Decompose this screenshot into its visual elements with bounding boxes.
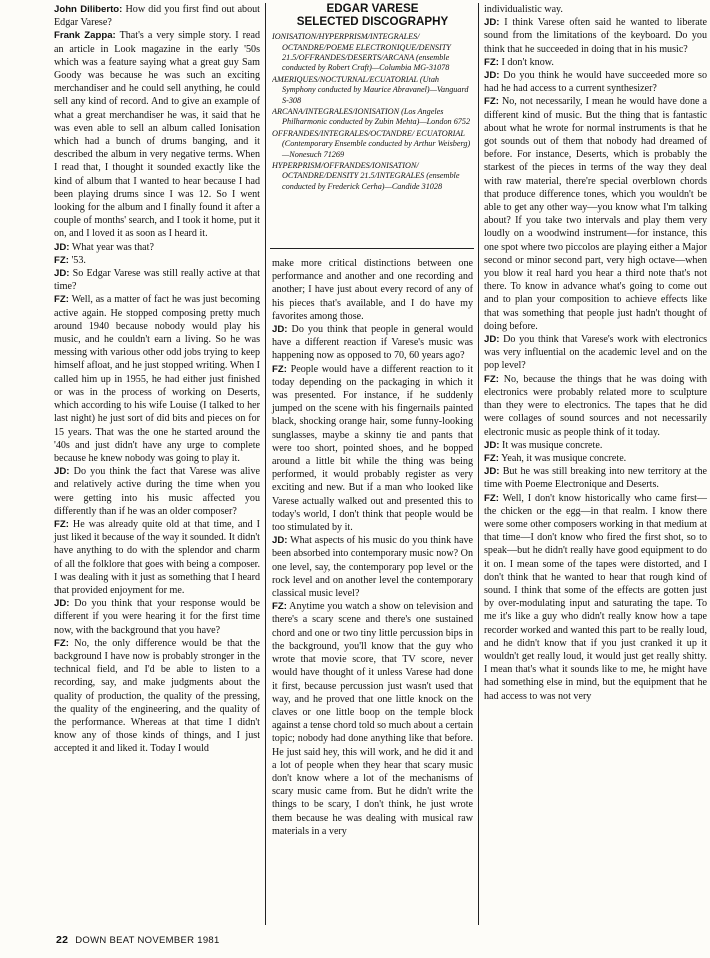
interview-paragraph: [54, 254, 260, 267]
paragraph-text: '53.: [71, 254, 86, 266]
interview-paragraph: [484, 492, 707, 703]
paragraph-text: No, the only difference would be that the background I have now is probably stronger in the technical field, and I'd be able to listen to a recording, say, and make judgments about the quality of production, the quality of the pressing, the quality of the engineering, and the quality of the performance. Whereas at that time I didn't know any of those kinds of things, and I just accepted it and liked it. Today I would: [54, 637, 260, 755]
interview-paragraph: [484, 373, 707, 439]
interview-paragraph: [54, 267, 260, 293]
interview-paragraph: [54, 637, 260, 756]
discography-box: [272, 3, 473, 251]
speaker-label: JD:: [484, 334, 500, 346]
magazine-page: [54, 3, 708, 925]
paragraph-text: But he was still breaking into new territory at the time with Poeme Electronique and Deserts.: [484, 466, 708, 491]
speaker-label: FZ:: [484, 96, 499, 108]
paragraph-text: Do you think that your response would be different if you were hearing it for the first time now, with the background that you have?: [54, 598, 260, 636]
page-footer: [56, 934, 220, 946]
speaker-label: FZ:: [54, 294, 69, 306]
interview-paragraph: [54, 29, 260, 240]
paragraph-text: No, because the things that he was doing with electronics were probably related more to sculpture than they were to electronics. The tapes that he did were collages of sound sources and not necessarily electronic music as people think of it today.: [484, 373, 707, 438]
paragraph-text: Do you think the fact that Varese was alive and relatively active during the time when you were getting into his music affected you differently than if he was an older composer?: [54, 466, 260, 517]
speaker-label: FZ:: [484, 373, 499, 385]
speaker-label: FZ:: [484, 452, 499, 464]
speaker-label: Frank Zappa:: [54, 30, 116, 42]
speaker-label: FZ:: [272, 601, 287, 613]
speaker-label: John Diliberto:: [54, 4, 123, 15]
speaker-label: JD:: [272, 324, 288, 336]
speaker-label: FZ:: [54, 254, 69, 266]
interview-paragraph: [484, 69, 707, 95]
column-rule-right: [478, 3, 479, 925]
discography-list: [272, 32, 473, 192]
paragraph-text: What year was that?: [71, 241, 154, 253]
interview-paragraph: [272, 534, 473, 600]
paragraph-text: No, not necessarily, I mean he would have done a different kind of music. But the thing that is fantastic about what he wrote for normal instruments is that he got sounds out of them that nobody had dreamed of before. For instance, Deserts, which is probably the starkest of the pieces in terms of the way they deal with raw material, there're special overblown chords that produce difference tones, which you wouldn't be able to get any other way—you know what I'm talking about? If you take two intervals and play them very loudly on a woodwind instrument—for instance, this one spot where two piccolos are playing either a Major second or minor second part, very high octave—when you blow it real hard you hear a third note that's not there. To know in advance what's going to come out and to plan your composition to achieve effects like that was something that people just hadn't thought of doing before.: [484, 96, 707, 332]
interview-paragraph: [54, 3, 260, 29]
discography-item: ARCANA/INTEGRALES/IONISATION (Los Angeles Philharmonic conducted by Zubin Mehta)—London 6752: [272, 107, 471, 127]
paragraph-text: It was musique concrete.: [502, 439, 603, 451]
discography-item: HYPERPRISM/OFFRANDES/IONISATION/ OCTANDRE/DENSITY 21.5/INTEGRALES (ensemble conducted by Frederick Cerha)—Candide 31028: [272, 161, 460, 191]
speaker-label: JD:: [54, 241, 70, 253]
interview-paragraph: [272, 600, 473, 838]
paragraph-text: Do you think he would have succeeded more so had he had access to a current synthesizer?: [484, 70, 707, 95]
interview-paragraph: [484, 3, 707, 16]
discography-item: IONISATION/HYPERPRISM/INTEGRALES/ OCTANDRE/POEME ELECTRONIQUE/DENSITY 21.5/OFFRANDES/DESERTS/ARCANA (ensemble conducted by Robert Craft)—Columbia MG-31078: [272, 32, 451, 73]
speaker-label: JD:: [54, 598, 70, 610]
speaker-label: FZ:: [484, 56, 499, 68]
paragraph-text: So Edgar Varese was still really active at that time?: [54, 268, 260, 293]
interview-paragraph: [54, 241, 260, 254]
interview-paragraph: [54, 518, 260, 597]
column-rule-left: [265, 3, 266, 925]
paragraph-text: Do you think that people in general would have a different reaction if Varese's music was happening now as opposed to 70, 60 years ago?: [272, 324, 473, 362]
interview-paragraph: [54, 465, 260, 518]
speaker-label: FZ:: [54, 518, 69, 530]
speaker-label: FZ:: [272, 363, 287, 375]
discography-item: AMERIQUES/NOCTURNAL/ECUATORIAL (Utah Symphony conducted by Maurice Abravanel)—Vanguard S-308: [272, 74, 469, 105]
interview-paragraph: [484, 452, 707, 465]
speaker-label: JD:: [484, 70, 500, 82]
left-column: [54, 3, 260, 756]
paragraph-text: Yeah, it was musique concrete.: [501, 452, 627, 464]
paragraph-text: I think Varese often said he wanted to liberate sound from the limitations of the keyboard. Do you think that he succeeded in doing that in his music?: [484, 17, 707, 55]
interview-paragraph: [272, 323, 473, 363]
speaker-label: JD:: [272, 535, 288, 547]
speaker-label: JD:: [484, 466, 500, 478]
paragraph-text: He was already quite old at that time, and I just liked it because of the way it sounded. It didn't have anything to do with the splendor and charm of all the folklore that goes with being a composer. I was dealing with it just as something that I heard that provided enjoyment for me.: [54, 518, 260, 596]
speaker-label: JD:: [484, 17, 500, 29]
paragraph-text: How did you first find out about Edgar Varese?: [54, 4, 260, 29]
speaker-label: JD:: [484, 439, 500, 451]
interview-paragraph: [484, 95, 707, 333]
discography-item: OFFRANDES/INTEGRALES/OCTANDRE/ ECUATORIAL (Contemporary Ensemble conducted by Arthur Weisberg)—Nonesuch 71269: [272, 128, 471, 159]
paragraph-text: What aspects of his music do you think have been absorbed into contemporary music now? On one level, say, the contemporary pop level or the rock level and on another level the contemporary classical music level?: [272, 535, 473, 600]
paragraph-text: People would have a different reaction to it today depending on the packaging in which it was presented. For instance, if he suddenly jumped on the scene with his fingernails painted black, shocking orange hair, some funny-looking sunglasses, maybe a skinny tie and pants that were too short, pointed shoes, and he bopped around a little bit while the thing was being performed, it would probably register as very exciting and new. But if a man who looked like Varese actually walked out and presented this to today's world, I don't think that people would be too stimulated by it.: [272, 363, 473, 534]
interview-paragraph: [54, 293, 260, 465]
speaker-label: FZ:: [54, 637, 69, 649]
speaker-label: JD:: [54, 466, 70, 478]
interview-paragraph: [484, 439, 707, 452]
paragraph-text: individualistic way.: [484, 4, 563, 15]
paragraph-text: Do you think that Varese's work with electronics was very influential on the academic level and on the pop level?: [484, 334, 707, 372]
interview-paragraph: [272, 363, 473, 535]
discography-title-line1: EDGAR VARESE: [326, 3, 419, 15]
paragraph-text: I don't know.: [501, 56, 554, 68]
paragraph-text: Anytime you watch a show on television and there's a scary scene and there's one sustained chord and one or two tiny little percussion bips in the background, you'll know that the guy who wrote that movie score, that TV score, never would have thought of it unless Varese had done it first, because percussion just wasn't used that way, and he proved that one little knock on the claves or one little boop on the temple block against a tense chord told so much about a certain topic; nobody had done anything like that before. He just said hey, this will work, and he did it and a lot of people when they hear that scary music don't know where a lot of the mechanisms of scary music came from. But he didn't write the things to be scary, I don't think, he just wrote them because he was dealing with musical raw materials in a very: [272, 601, 474, 837]
publication-line: DOWN BEAT NOVEMBER 1981: [75, 935, 220, 946]
interview-paragraph: [54, 597, 260, 637]
right-column: [484, 3, 707, 703]
paragraph-text: Well, I don't know historically who came first—the chicken or the egg—in that realm. I know there were some other composers working in that medium at that time—I don't know who fired the first shot, so to speak—but he didn't really have good equipment to do it on. I mean some of the tapes were distorted, and I don't think that he wanted to hear that rough kind of sound. I think that some of the effects are gotten just by over-modulating input and saturating the tape. To me it's like a guy who didn't really know how a tape recorder worked and wanted this part to be really loud, and he didn't know that if you just cranked it up it wouldn't get really loud, it would just get really shitty. I mean that's what it sounds like to me, he might have had something else in mind, but the equipment that he had access to was not very: [484, 492, 707, 702]
speaker-label: FZ:: [484, 492, 499, 504]
paragraph-text: make more critical distinctions between one performance and another and one recording and another; I have just about every record of any of his pieces that's available, and I do have my favorites among those.: [272, 258, 473, 322]
speaker-label: JD:: [54, 268, 70, 280]
middle-column-wrapper: [272, 3, 473, 838]
paragraph-text: That's a very simple story. I read an article in Look magazine in the early '50s which was a feature saying what a great guy Sam Goody was because he was such an exciting merchandiser and he could sell anything, he could sell any kind of record. And to give an example of what a great merchandiser he was, it said that he was even able to sell an album called Ionisation which had a bunch of drums banging, and it described the album in very negative terms. When I read that, I thought it sounded exactly like the kind of album that I wanted to hear because I had been playing drums since I was 12. So I went looking for the album and I finally found it after a couple of months' search, and I took it home, put it on, and I loved it as soon as I heard it.: [54, 30, 261, 240]
middle-column: [272, 257, 473, 838]
interview-paragraph: [484, 333, 707, 373]
interview-paragraph: [484, 56, 707, 69]
interview-paragraph: [272, 257, 473, 323]
interview-paragraph: [484, 16, 707, 56]
page-number: 22: [56, 934, 69, 946]
discography-title-line2: SELECTED DISCOGRAPHY: [296, 14, 449, 28]
discography-title: [272, 3, 473, 28]
paragraph-text: Well, as a matter of fact he was just becoming active again. He stopped composing pretty much around 1940 because nobody would play his music, and he couldn't earn a living. So he was messing with various other odd jobs trying to keep himself afloat, and he just stopped writing. When I called him up in 1955, he had either just finished or was in the process of working on Deserts, which according to his wife Louise (I talked to her last night) he just sort of did bits and pieces on for 15 years. That was the one he started around the '40s and just didn't have any urge to complete because he knew nobody was going to play it.: [54, 294, 261, 464]
interview-paragraph: [484, 465, 707, 491]
